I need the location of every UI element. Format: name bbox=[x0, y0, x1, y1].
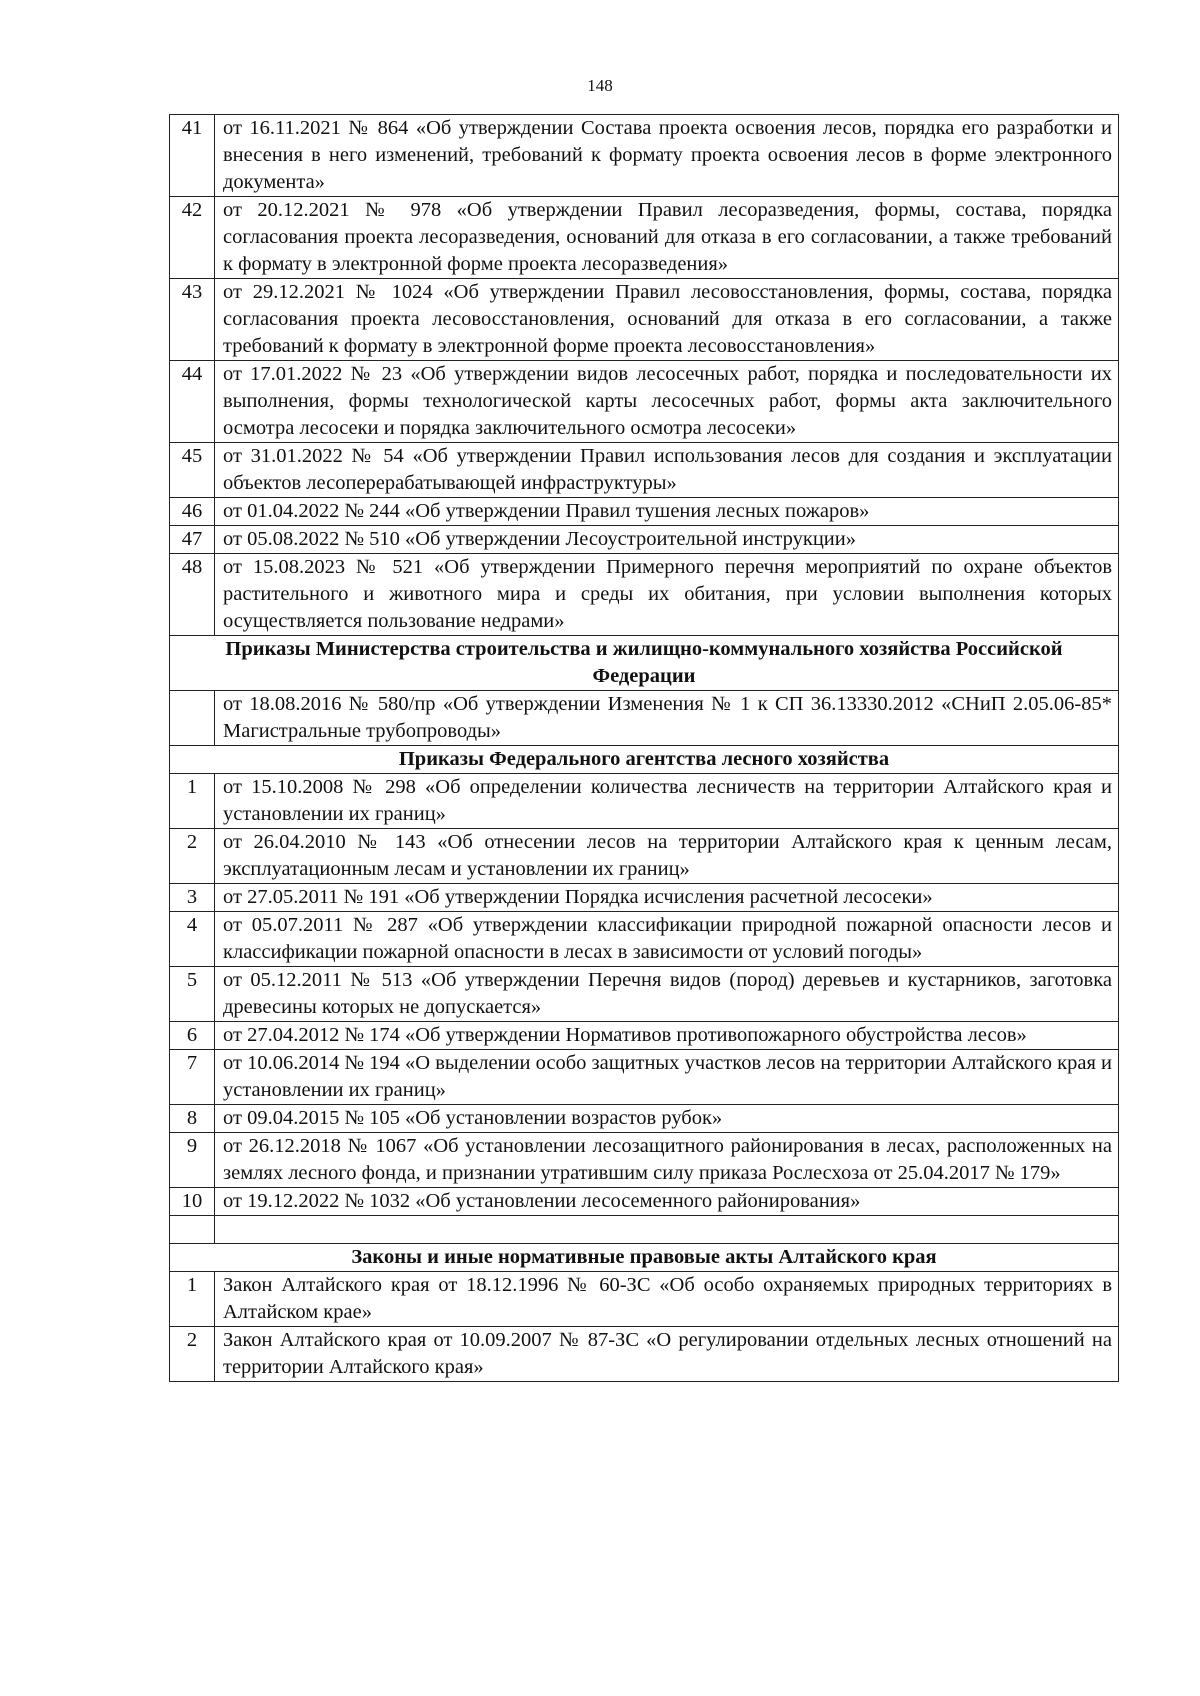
row-number: 4 bbox=[170, 912, 215, 967]
row-text: от 15.10.2008 № 298 «Об определении количества лесничеств на территории Алтайского края и установлении их границ» bbox=[215, 774, 1119, 829]
table-row bbox=[170, 1327, 1119, 1382]
row-number: 1 bbox=[170, 1272, 215, 1327]
row-text: от 18.08.2016 № 580/пр «Об утверждении Изменения № 1 к СП 36.13330.2012 «СНиП 2.05.06-85* Магистральные трубопроводы» bbox=[215, 691, 1119, 746]
table-row bbox=[170, 967, 1119, 1022]
row-number: 5 bbox=[170, 967, 215, 1022]
row-text: от 27.04.2012 № 174 «Об утверждении Нормативов противопожарного обустройства лесов» bbox=[215, 1022, 1119, 1050]
table-row bbox=[170, 1050, 1119, 1105]
section-heading-rosleskhoz: Приказы Федерального агентства лесного хозяйства bbox=[170, 746, 1119, 774]
section-header-row bbox=[170, 1244, 1119, 1272]
row-number: 46 bbox=[170, 498, 215, 526]
row-text: от 01.04.2022 № 244 «Об утверждении Правил тушения лесных пожаров» bbox=[215, 498, 1119, 526]
table-row bbox=[170, 691, 1119, 746]
row-text: Закон Алтайского края от 18.12.1996 № 60-ЗС «Об особо охраняемых природных территориях в Алтайском крае» bbox=[215, 1272, 1119, 1327]
row-number: 9 bbox=[170, 1133, 215, 1188]
row-number: 3 bbox=[170, 884, 215, 912]
row-text: от 17.01.2022 № 23 «Об утверждении видов лесосечных работ, порядка и последовательности их выполнения, формы технологической карты лесосечных работ, формы акта заключительного осмотра лесосеки и порядка заключительного осмотра лесосеки» bbox=[215, 361, 1119, 443]
row-number: 42 bbox=[170, 197, 215, 279]
table-row bbox=[170, 1188, 1119, 1216]
table-row bbox=[170, 197, 1119, 279]
table-row bbox=[170, 774, 1119, 829]
page-number: 148 bbox=[587, 76, 613, 95]
section-heading-altai: Законы и иные нормативные правовые акты Алтайского края bbox=[170, 1244, 1119, 1272]
legal-acts-table bbox=[169, 114, 1119, 1382]
table-row bbox=[170, 912, 1119, 967]
table-row bbox=[170, 498, 1119, 526]
empty-cell bbox=[170, 1216, 215, 1244]
row-text: от 26.04.2010 № 143 «Об отнесении лесов на территории Алтайского края к ценным лесам, эксплуатационным лесам и установлении их границ» bbox=[215, 829, 1119, 884]
row-text: от 19.12.2022 № 1032 «Об установлении лесосеменного районирования» bbox=[215, 1188, 1119, 1216]
table-row bbox=[170, 526, 1119, 554]
row-number: 41 bbox=[170, 115, 215, 197]
table-row bbox=[170, 443, 1119, 498]
row-number: 8 bbox=[170, 1105, 215, 1133]
row-text: от 26.12.2018 № 1067 «Об установлении лесозащитного районирования в лесах, расположенных на землях лесного фонда, и признании утратившим силу приказа Рослесхоза от 25.04.2017 № 179» bbox=[215, 1133, 1119, 1188]
row-text: от 05.08.2022 № 510 «Об утверждении Лесоустроительной инструкции» bbox=[215, 526, 1119, 554]
row-number: 6 bbox=[170, 1022, 215, 1050]
table-row bbox=[170, 361, 1119, 443]
row-number: 7 bbox=[170, 1050, 215, 1105]
row-number: 10 bbox=[170, 1188, 215, 1216]
section-heading-minstroy: Приказы Министерства строительства и жилищно-коммунального хозяйства Российской Федерации bbox=[170, 636, 1119, 691]
row-number: 44 bbox=[170, 361, 215, 443]
section-header-row bbox=[170, 636, 1119, 691]
row-number: 45 bbox=[170, 443, 215, 498]
table-row bbox=[170, 1133, 1119, 1188]
row-number: 1 bbox=[170, 774, 215, 829]
table-row bbox=[170, 1105, 1119, 1133]
row-text: от 27.05.2011 № 191 «Об утверждении Порядка исчисления расчетной лесосеки» bbox=[215, 884, 1119, 912]
row-number: 47 bbox=[170, 526, 215, 554]
table-row bbox=[170, 279, 1119, 361]
table-row bbox=[170, 1272, 1119, 1327]
row-text: от 16.11.2021 № 864 «Об утверждении Состава проекта освоения лесов, порядка его разработки и внесения в него изменений, требований к формату проекта освоения лесов в форме электронного документа» bbox=[215, 115, 1119, 197]
table-row bbox=[170, 554, 1119, 636]
row-number: 2 bbox=[170, 829, 215, 884]
row-text: от 05.07.2011 № 287 «Об утверждении классификации природной пожарной опасности лесов и классификации пожарной опасности в лесах в зависимости от условий погоды» bbox=[215, 912, 1119, 967]
row-text: от 29.12.2021 № 1024 «Об утверждении Правил лесовосстановления, формы, состава, порядка согласования проекта лесовосстановления, оснований для отказа в его согласовании, а также требований к формату в электронной форме проекта лесовосстановления» bbox=[215, 279, 1119, 361]
table-row bbox=[170, 829, 1119, 884]
row-text: от 31.01.2022 № 54 «Об утверждении Правил использования лесов для создания и эксплуатации объектов лесоперерабатывающей инфраструктуры» bbox=[215, 443, 1119, 498]
empty-row bbox=[170, 1216, 1119, 1244]
row-number: 48 bbox=[170, 554, 215, 636]
row-number bbox=[170, 691, 215, 746]
row-text: от 10.06.2014 № 194 «О выделении особо защитных участков лесов на территории Алтайского края и установлении их границ» bbox=[215, 1050, 1119, 1105]
row-text: от 09.04.2015 № 105 «Об установлении возрастов рубок» bbox=[215, 1105, 1119, 1133]
empty-cell bbox=[215, 1216, 1119, 1244]
table-row bbox=[170, 884, 1119, 912]
row-text: от 20.12.2021 № 978 «Об утверждении Правил лесоразведения, формы, состава, порядка согласования проекта лесоразведения, оснований для отказа в его согласовании, а также требований к формату в электронной форме проекта лесоразведения» bbox=[215, 197, 1119, 279]
table-row bbox=[170, 1022, 1119, 1050]
row-text: от 15.08.2023 № 521 «Об утверждении Примерного перечня мероприятий по охране объектов растительного и животного мира и среды их обитания, при условии выполнения которых осуществляется пользование недрами» bbox=[215, 554, 1119, 636]
row-text: Закон Алтайского края от 10.09.2007 № 87-ЗС «О регулировании отдельных лесных отношений на территории Алтайского края» bbox=[215, 1327, 1119, 1382]
row-number: 2 bbox=[170, 1327, 215, 1382]
row-number: 43 bbox=[170, 279, 215, 361]
row-text: от 05.12.2011 № 513 «Об утверждении Перечня видов (пород) деревьев и кустарников, заготовка древесины которых не допускается» bbox=[215, 967, 1119, 1022]
table-row bbox=[170, 115, 1119, 197]
section-header-row bbox=[170, 746, 1119, 774]
